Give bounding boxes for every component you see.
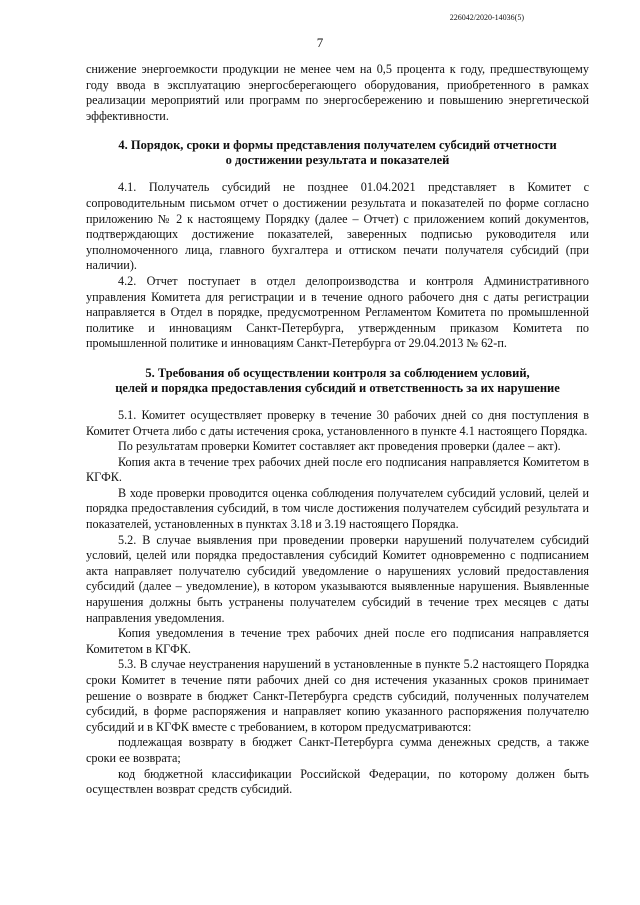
paragraph-5-2: 5.2. В случае выявления при проведении проверки нарушений получателем субсидий условий, целей или порядка предоставления субсидий Комитет одновременно с подписанием акта направляет получателю субсидий уведомление о нарушениях условий предоставления субсидий (далее – уведомление), в котором указываются выявленные нарушения. Выявленные нарушения должны быть устранены получателем субсидий в течение трех месяцев с даты направления уведомления. (86, 532, 589, 625)
paragraph-5-1: 5.1. Комитет осуществляет проверку в течение 30 рабочих дней со дня поступления в Комитет Отчета либо с даты истечения срока, установленного в пункте 4.1 настоящего Порядка. (86, 407, 589, 438)
document-id: 226042/2020-14036(5) (449, 13, 524, 22)
section-title-line: 5. Требования об осуществлении контроля за соблюдением условий, (145, 365, 530, 380)
paragraph-4-1: 4.1. Получатель субсидий не позднее 01.04.2021 представляет в Комитет с сопроводительным письмом отчет о достижении результата и показателей по форме согласно приложению № 2 к настоящему Порядку (далее – Отчет) с приложением копий документов, подтверждающих достижение показателей, заверенных подписью руководителя или уполномоченного лица, главного бухгалтера и оттиском печати получателя субсидий (при наличии). (86, 180, 589, 273)
page-number: 7 (316, 35, 324, 50)
section-4-title (86, 138, 589, 168)
paragraph-5-3: 5.3. В случае неустранения нарушений в установленные в пункте 5.2 настоящего Порядка сроки Комитет в течение пяти рабочих дней со дня истечения указанных сроков принимает решение о возврате в бюджет Санкт-Петербурга средств субсидий, полученных получателем субсидий, в форме распоряжения и направляет копию указанного распоряжения получателю субсидий и в КГФК вместе с требованием, в котором предусматриваются: (86, 657, 589, 734)
paragraph: Копия уведомления в течение трех рабочих дней после его подписания направляется Комитетом в КГФК. (86, 626, 589, 656)
section-title-line: 4. Порядок, сроки и формы представления получателем субсидий отчетности (118, 138, 557, 153)
paragraph: В ходе проверки проводится оценка соблюдения получателем субсидий условий, целей и порядка предоставления субсидий, в том числе достижения получателем субсидий результата и показателей, установленных в пунктах 3.18 и 3.19 настоящего Порядка. (86, 485, 589, 532)
section-title-line: о достижении результата и показателей (225, 153, 450, 168)
list-item: подлежащая возврату в бюджет Санкт-Петербурга сумма денежных средств, а также сроки ее возврата; (86, 735, 589, 765)
paragraph: снижение энергоемкости продукции не менее чем на 0,5 процента к году, предшествующему году ввода в эксплуатацию энергосберегающего оборудования, приобретенного в рамках реализации мероприятий или программ по энергосбережению и повышению энергетической эффективности. (86, 62, 589, 123)
section-title-line: целей и порядка предоставления субсидий и ответственность за их нарушение (115, 380, 560, 395)
paragraph-4-2: 4.2. Отчет поступает в отдел делопроизводства и контроля Административного управления Комитета для регистрации и в течение одного рабочего дня с даты регистрации направляется в Отдел в порядке, предусмотренном Регламентом Комитета по промышленной политике и инновациям Санкт-Петербурга, утвержденным приказом Комитета по промышленной политике и инновациям Санкт-Петербурга от 29.04.2013 № 62-п. (86, 273, 589, 351)
paragraph: По результатам проверки Комитет составляет акт проведения проверки (далее – акт). (118, 439, 561, 454)
list-item: код бюджетной классификации Российской Федерации, по которому должен быть осуществлен возврат средств субсидий. (86, 766, 589, 797)
section-5-title (86, 366, 589, 396)
document-body (86, 62, 589, 798)
paragraph: Копия акта в течение трех рабочих дней после его подписания направляется Комитетом в КГФК. (86, 454, 589, 485)
